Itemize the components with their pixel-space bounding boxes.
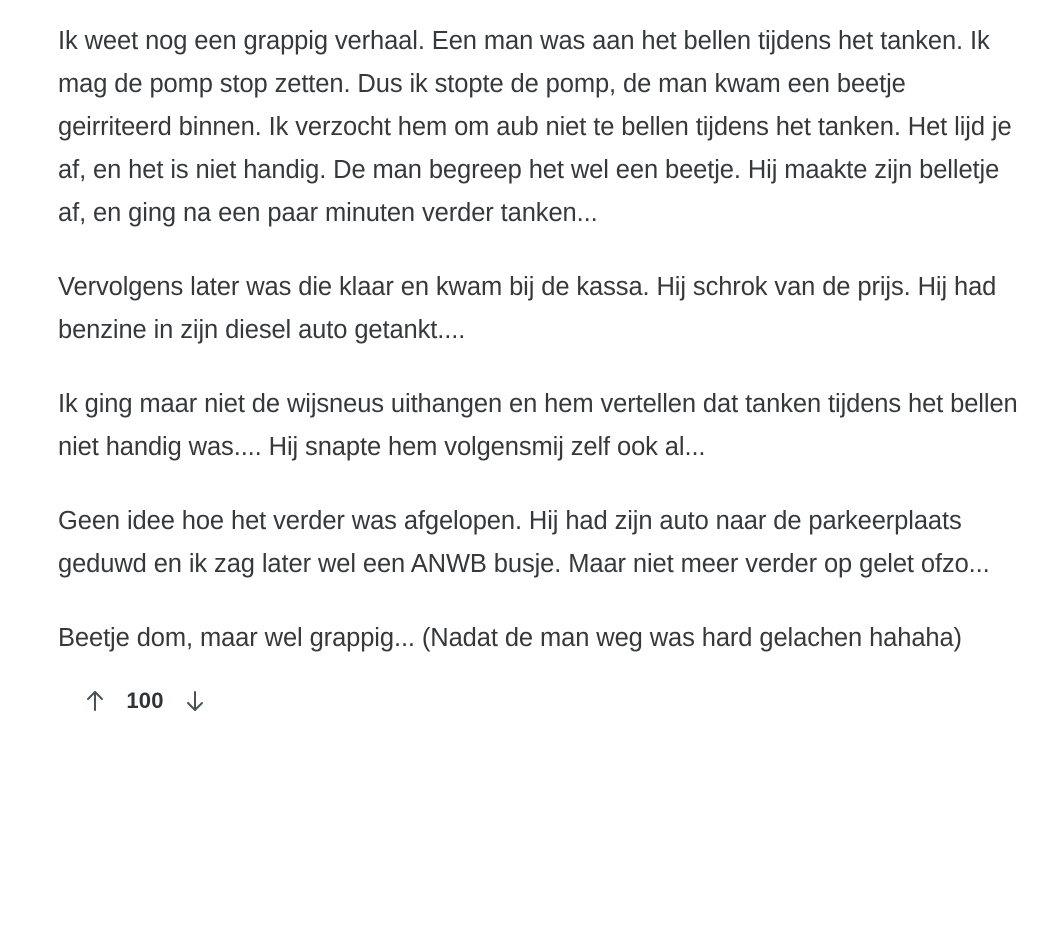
arrow-down-icon[interactable]	[182, 688, 208, 714]
vote-bar	[58, 680, 1026, 714]
post-paragraph: Ik ging maar niet de wijsneus uithangen en hem vertellen dat tanken tijdens het bellen niet handig was.... Hij snapte hem volgensmij zelf ook al...	[58, 390, 1018, 461]
post-paragraph: Geen idee hoe het verder was afgelopen. Hij had zijn auto naar de parkeerplaats geduwd en ik zag later wel een ANWB busje. Maar niet meer verder op gelet ofzo...	[58, 507, 990, 578]
post-paragraph: Vervolgens later was die klaar en kwam bij de kassa. Hij schrok van de prijs. Hij had benzine in zijn diesel auto getankt....	[58, 273, 997, 344]
post-paragraph: Ik weet nog een grappig verhaal. Een man was aan het bellen tijdens het tanken. Ik mag de pomp stop zetten. Dus ik stopte de pomp, de man kwam een beetje geirriteerd binnen. Ik verzocht hem om aub niet te bellen tijdens het tanken. Het lijd je af, en het is niet handig. De man begreep het wel een beetje. Hij maakte zijn belletje af, en ging na een paar minuten verder tanken...	[58, 27, 1012, 227]
post-paragraph: Beetje dom, maar wel grappig... (Nadat de man weg was hard gelachen hahaha)	[58, 624, 962, 652]
vote-count: 100	[126, 688, 164, 713]
arrow-up-icon[interactable]	[82, 688, 108, 714]
